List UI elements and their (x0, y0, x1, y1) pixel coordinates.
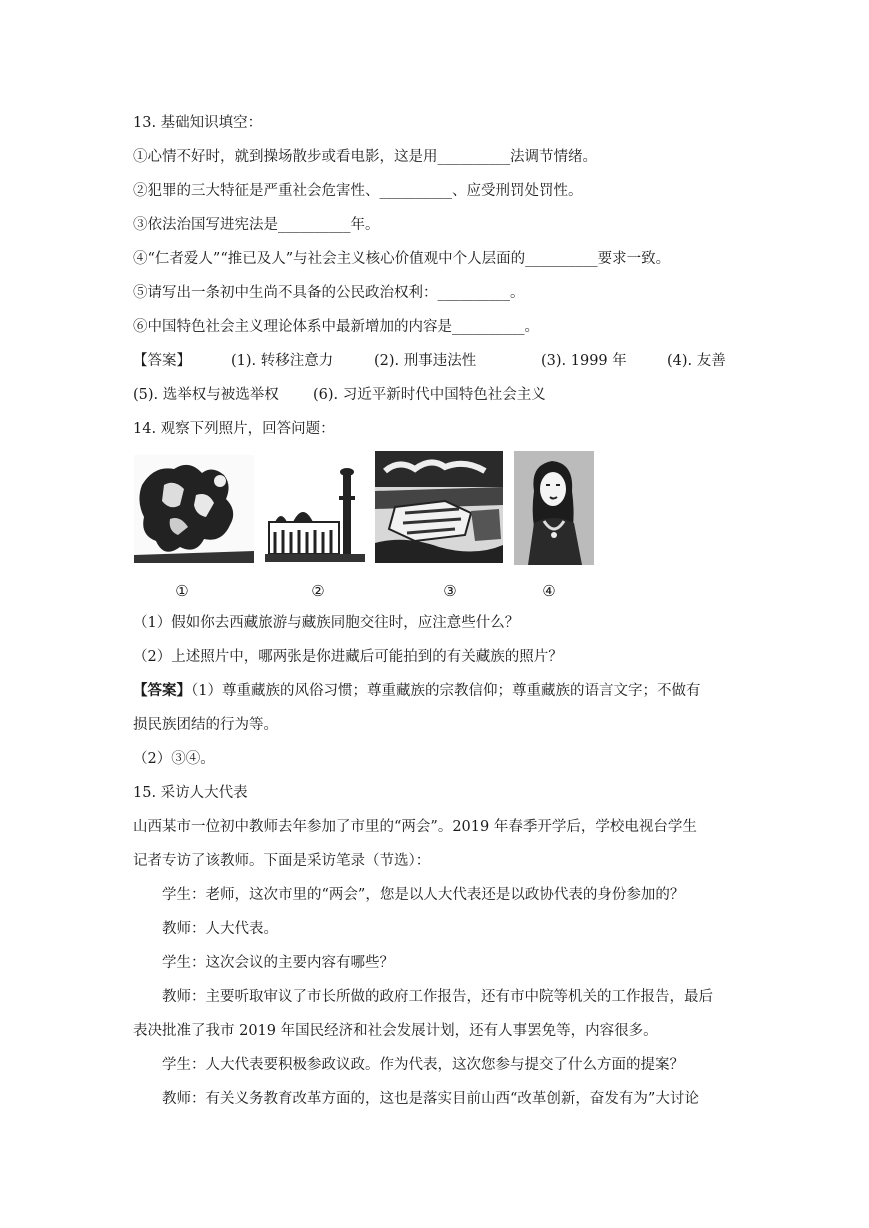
q15-title: 15. 采访人大代表 (133, 785, 248, 801)
photo-label-1: ① (175, 582, 189, 600)
answer-label: 【答案】 (133, 682, 191, 699)
q13-item-1: ①心情不好时，就到操场散步或看电影，这是用__________法调节情绪。 (133, 149, 597, 165)
q15-dialogue-2: 教师：人大代表。 (162, 921, 278, 937)
q13-item-4: ④“仁者爱人”“推已及人”与社会主义核心价值观中个人层面的__________要求一致。 (133, 251, 671, 267)
q13-answer-row-1 (133, 351, 743, 371)
q15-intro-1: 山西某市一位初中教师去年参加了市里的“两会”。2019 年春季开学后，学校电视台学生 (133, 819, 697, 835)
q14-answer-line-3: （2）③④。 (133, 751, 215, 767)
q13-item-5: ⑤请写出一条初中生尚不具备的公民政治权利：__________。 (133, 285, 525, 301)
q15-dialogue-3: 学生：这次会议的主要内容有哪些？ (162, 955, 394, 971)
q13-title: 13. 基础知识填空： (133, 115, 263, 131)
photo-label-3: ③ (443, 582, 457, 600)
q15-dialogue-1: 学生：老师，这次市里的“两会”，您是以人大代表还是以政协代表的身份参加的？ (162, 887, 685, 903)
q14-title: 14. 观察下列照片，回答问题： (133, 421, 335, 437)
q13-item-2: ②犯罪的三大特征是严重社会危害性、__________、应受刑罚处罚性。 (133, 183, 583, 199)
q15-intro-2: 记者专访了该教师。下面是采访笔录（节选）： (133, 853, 431, 869)
q15-dialogue-6: 教师：有关义务教育改革方面的，这也是落实目前山西“改革创新，奋发有为”大讨论 (162, 1091, 699, 1107)
q15-dialogue-5: 学生：人大代表要积极参政议政。作为代表，这次您参与提交了什么方面的提案？ (162, 1057, 684, 1073)
q13-item-6: ⑥中国特色社会主义理论体系中最新增加的内容是__________。 (133, 319, 539, 335)
answer-1: (1). 转移注意力 (231, 353, 334, 369)
photo-2-image (265, 462, 365, 562)
q14-question-1: （1）假如你去西藏旅游与藏族同胞交往时，应注意些什么？ (133, 615, 520, 631)
answer-3: (3). 1999 年 (541, 353, 627, 369)
photo-4-image (514, 451, 594, 565)
q15-dialogue-4: 教师：主要听取审议了市长所做的政府工作报告，还有市中院等机关的工作报告，最后 (162, 989, 713, 1005)
q13-item-3: ③依法治国写进宪法是__________年。 (133, 217, 380, 233)
answer-4: (4). 友善 (667, 353, 726, 369)
q13-answer-row-2 (133, 385, 743, 405)
answer-6: (6). 习近平新时代中国特色社会主义 (313, 387, 546, 403)
q14-answer-line-1 (133, 681, 743, 701)
photo-label-2: ② (311, 582, 325, 600)
q14-answer-text-1: （1）尊重藏族的风俗习惯；尊重藏族的宗教信仰；尊重藏族的语言文字；不做有 (191, 683, 701, 699)
q15-continuation: 表决批准了我市 2019 年国民经济和社会发展计划，还有人事罢免等，内容很多。 (133, 1023, 658, 1039)
photo-3-image (375, 451, 503, 563)
photo-label-4: ④ (542, 582, 556, 600)
photo-1-image (134, 455, 254, 563)
q14-question-2: （2）上述照片中，哪两张是你进藏后可能拍到的有关藏族的照片？ (133, 649, 563, 665)
answer-2: (2). 刑事违法性 (374, 353, 477, 369)
answer-label: 【答案】 (133, 353, 191, 369)
q14-answer-line-2: 损民族团结的行为等。 (133, 717, 278, 733)
answer-5: (5). 选举权与被选举权 (133, 387, 279, 403)
